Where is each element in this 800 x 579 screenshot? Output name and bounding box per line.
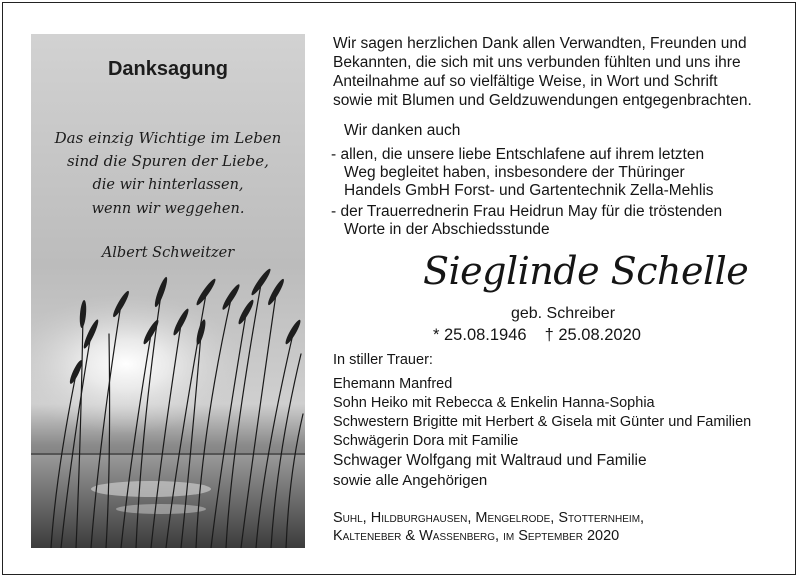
thanks-item-line: Worte in der Abschiedsstunde <box>344 221 550 238</box>
thanks-line: Bekannten, die sich mit uns verbunden fühlten und uns ihre <box>333 54 741 71</box>
mourner-line: sowie alle Angehörigen <box>333 472 488 489</box>
quote-line: wenn wir weggehen. <box>91 201 245 217</box>
mourner-line: Schwestern Brigitte mit Herbert & Gisela mit Günter und Familien <box>333 414 752 430</box>
thanks-line: Wir sagen herzlichen Dank allen Verwandten, Freunden und <box>333 35 747 52</box>
birth-name: geb. Schreiber <box>510 305 616 322</box>
mourner-line: Ehemann Manfred <box>333 376 453 392</box>
thanks-item-line: - allen, die unsere liebe Entschlafene auf ihrem letzten <box>331 146 705 163</box>
mourner-line: Sohn Heiko mit Rebecca & Enkelin Hanna-Sophia <box>333 395 655 411</box>
thanks-item-line: Weg begleitet haben, insbesondere der Thüringer <box>344 164 685 181</box>
thanks-line: sowie mit Blumen und Geldzuwendungen entgegenbrachten. <box>333 92 752 109</box>
deceased-name: Sieglinde Schelle <box>423 249 749 293</box>
life-dates <box>433 326 659 345</box>
death-date: † 25.08.2020 <box>544 326 641 344</box>
thanks-item-line: - der Trauerrednerin Frau Heidrun May für die tröstenden <box>331 203 723 220</box>
thanks-also: Wir danken auch <box>344 122 461 139</box>
places-line: Kalteneber & Wassenberg, im September 2020 <box>333 528 620 544</box>
birth-date: * 25.08.1946 <box>433 326 527 344</box>
thanks-item-line: Handels GmbH Forst- und Gartentechnik Zella-Mehlis <box>344 182 714 199</box>
quote-line: die wir hinterlassen, <box>92 177 244 193</box>
thanks-line: Anteilnahme auf so vielfältige Weise, in Wort und Schrift <box>333 73 718 90</box>
mourners-intro: In stiller Trauer: <box>333 352 433 368</box>
places-line: Suhl, Hildburghausen, Mengelrode, Stotternheim, <box>333 510 645 526</box>
reed-lake-sunset-image <box>31 34 305 548</box>
memorial-photo <box>31 34 305 548</box>
mourner-line: Schwägerin Dora mit Familie <box>333 433 519 449</box>
quote-line: sind die Spuren der Liebe, <box>67 152 269 170</box>
quote-line: Das einzig Wichtige im Leben <box>54 129 282 147</box>
quote-author: Albert Schweitzer <box>101 245 235 261</box>
notice-heading: Danksagung <box>107 58 229 80</box>
mourner-line: Schwager Wolfgang mit Waltraud und Familie <box>333 452 647 469</box>
